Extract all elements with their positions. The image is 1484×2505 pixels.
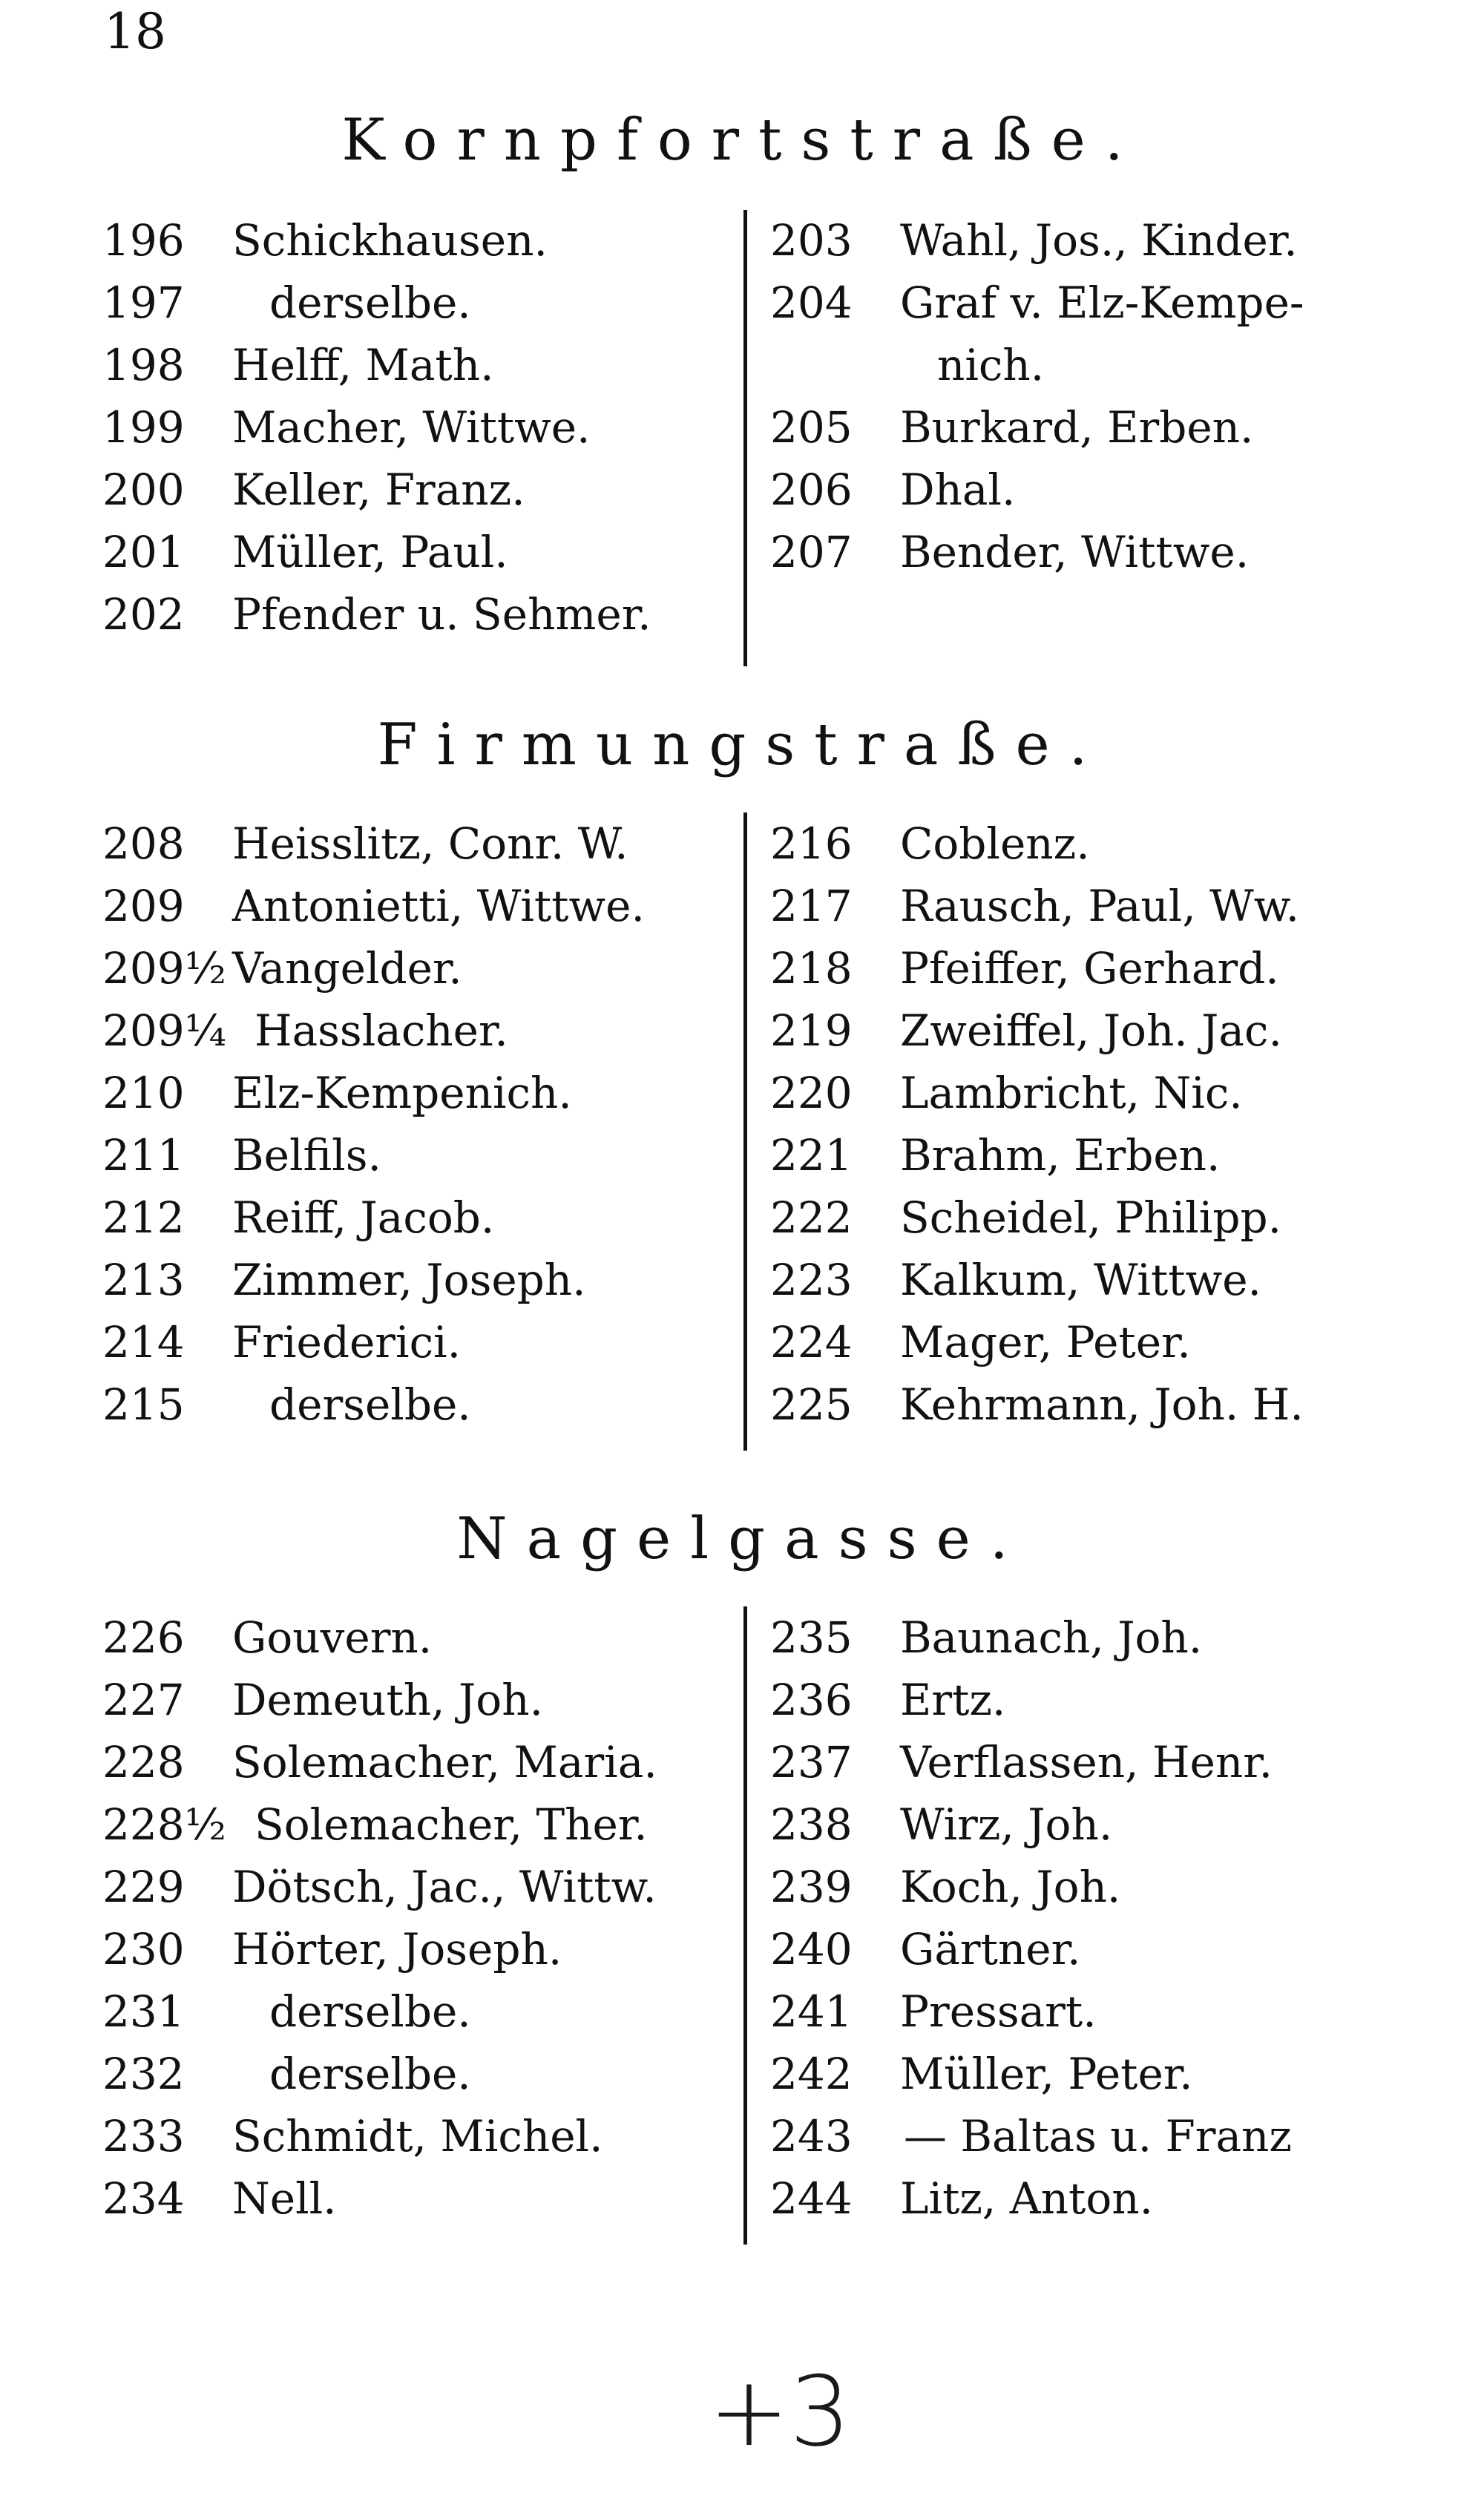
resident-name: Solemacher, Maria. [232,1737,657,1787]
house-number: 209 [102,881,185,931]
resident-name: Hörter, Joseph. [232,1924,562,1974]
house-number: 214 [102,1317,185,1368]
list-item [770,1606,1423,1669]
list-item [102,1124,726,1186]
house-number: 232 [102,2049,185,2099]
list-item [770,999,1423,1062]
handwritten-note: +3 [709,2355,851,2468]
house-number: 197 [102,278,185,328]
list-item [770,396,1423,459]
resident-name: Scheidel, Philipp. [900,1192,1282,1243]
entry-list-right [770,812,1423,1436]
resident-name: Keller, Franz. [232,464,525,515]
list-item [102,272,726,334]
entry-list-left [102,812,726,1436]
list-item [770,1373,1423,1436]
house-number: 225 [770,1379,853,1430]
list-item [102,812,726,875]
list-item [102,1918,726,1980]
list-item [770,1062,1423,1124]
resident-name: Schmidt, Michel. [232,2111,603,2161]
house-number: 209¼ [102,1005,226,1056]
house-number: 218 [770,943,853,994]
list-item [102,1793,726,1856]
column-divider [743,210,747,666]
resident-name: Litz, Anton. [900,2173,1154,2224]
resident-name: Vangelder. [232,943,462,994]
list-item [102,1856,726,1918]
resident-name: Mager, Peter. [900,1317,1191,1368]
list-item [770,1186,1423,1249]
list-item [770,2105,1423,2167]
list-item [102,209,726,272]
house-number: 215 [102,1379,185,1430]
resident-name: Dötsch, Jac., Wittw. [232,1862,657,1912]
house-number: 206 [770,464,853,515]
page-number: 18 [104,3,166,60]
list-item [102,937,726,999]
list-item [770,272,1423,334]
house-number: 213 [102,1255,185,1305]
list-item [102,1186,726,1249]
list-item [102,396,726,459]
resident-name: Rausch, Paul, Ww. [900,881,1300,931]
list-item [770,1856,1423,1918]
house-number: 227 [102,1675,185,1725]
resident-name: derselbe. [269,278,471,328]
house-number: 224 [770,1317,853,1368]
house-number: 221 [770,1130,853,1181]
list-item [102,1606,726,1669]
list-item [770,1124,1423,1186]
list-item [770,1249,1423,1311]
list-item [102,1373,726,1436]
house-number: 237 [770,1737,853,1787]
column-divider [743,812,747,1451]
house-number: 199 [102,402,185,453]
resident-name: Verflassen, Henr. [900,1737,1273,1787]
resident-name: Pfeiffer, Gerhard. [900,943,1279,994]
list-item [102,1669,726,1731]
entry-list-right [770,1606,1423,2230]
resident-name: Zweiffel, Joh. Jac. [900,1005,1282,1056]
house-number: 210 [102,1068,185,1118]
resident-name: Brahm, Erben. [900,1130,1221,1181]
resident-name: Coblenz. [900,818,1090,869]
list-item [770,209,1423,272]
house-number: 204 [770,278,853,328]
house-number: 226 [102,1612,185,1663]
house-number: 220 [770,1068,853,1118]
resident-name: Burkard, Erben. [900,402,1254,453]
resident-name: Hasslacher. [255,1005,508,1056]
resident-name: Gärtner. [900,1924,1081,1974]
list-item [102,1249,726,1311]
section-title: Firmungstraße. [377,712,1107,778]
list-item [770,459,1423,521]
resident-name: Graf v. Elz-Kempe- [900,278,1304,328]
house-number: 198 [102,340,185,390]
resident-name: Wahl, Jos., Kinder. [900,215,1298,266]
list-item [102,1731,726,1793]
house-number: 233 [102,2111,185,2161]
house-number: 230 [102,1924,185,1974]
list-item [770,812,1423,875]
house-number: 231 [102,1986,185,2037]
resident-name: Gouvern. [232,1612,433,1663]
resident-name: derselbe. [269,1379,471,1430]
list-item [770,1669,1423,1731]
house-number: 219 [770,1005,853,1056]
resident-name: Baunach, Joh. [900,1612,1203,1663]
house-number: 239 [770,1862,853,1912]
resident-name: Pressart. [900,1986,1097,2037]
resident-name: Koch, Joh. [900,1862,1121,1912]
list-item [102,334,726,396]
resident-name: Müller, Paul. [232,527,508,577]
resident-name: derselbe. [269,2049,471,2099]
list-item [770,2043,1423,2105]
list-item [770,521,1423,583]
list-item [102,2105,726,2167]
house-number: 244 [770,2173,853,2224]
list-item [102,1311,726,1373]
resident-name: Elz-Kempenich. [232,1068,572,1118]
house-number: 208 [102,818,185,869]
list-item [770,1793,1423,1856]
resident-name: Heisslitz, Conr. W. [232,818,628,869]
list-item [102,583,726,646]
house-number: 242 [770,2049,853,2099]
resident-name: Friederici. [232,1317,462,1368]
list-item [770,1731,1423,1793]
resident-name: Ertz. [900,1675,1006,1725]
list-item [102,459,726,521]
resident-name: — Baltas u. Franz [904,2111,1292,2161]
resident-name: Bender, Wittwe. [900,527,1250,577]
entry-list-left [102,1606,726,2230]
list-item [770,875,1423,937]
resident-name: Zimmer, Joseph. [232,1255,586,1305]
list-item [770,2167,1423,2230]
resident-name: Antonietti, Wittwe. [232,881,645,931]
list-item [102,2043,726,2105]
resident-name: Demeuth, Joh. [232,1675,543,1725]
resident-name: Schickhausen. [232,215,548,266]
list-item [102,2167,726,2230]
house-number: 207 [770,527,853,577]
list-item [770,334,1423,396]
house-number: 200 [102,464,185,515]
resident-name: Wirz, Joh. [900,1799,1113,1850]
house-number: 228½ [102,1799,226,1850]
house-number: 202 [102,589,185,640]
resident-name: Kalkum, Wittwe. [900,1255,1261,1305]
house-number: 211 [102,1130,185,1181]
resident-name: Müller, Peter. [900,2049,1193,2099]
resident-name: Nell. [232,2173,337,2224]
resident-name: nich. [937,340,1045,390]
entry-list-right [770,209,1423,583]
list-item [102,999,726,1062]
list-item [770,1980,1423,2043]
house-number: 236 [770,1675,853,1725]
house-number: 238 [770,1799,853,1850]
resident-name: Lambricht, Nic. [900,1068,1243,1118]
house-number: 196 [102,215,185,266]
list-item [770,1311,1423,1373]
resident-name: Kehrmann, Joh. H. [900,1379,1304,1430]
list-item [102,1062,726,1124]
entry-list-left [102,209,726,646]
list-item [102,875,726,937]
resident-name: Dhal. [900,464,1016,515]
house-number: 201 [102,527,185,577]
list-item [770,937,1423,999]
house-number: 205 [770,402,853,453]
house-number: 203 [770,215,853,266]
resident-name: Macher, Wittwe. [232,402,591,453]
resident-name: Pfender u. Sehmer. [232,589,651,640]
list-item [102,521,726,583]
house-number: 222 [770,1192,853,1243]
resident-name: Helff, Math. [232,340,494,390]
section-title: Kornpfortstraße. [341,107,1143,174]
house-number: 229 [102,1862,185,1912]
house-number: 235 [770,1612,853,1663]
house-number: 234 [102,2173,185,2224]
house-number: 243 [770,2111,853,2161]
house-number: 216 [770,818,853,869]
house-number: 223 [770,1255,853,1305]
column-divider [743,1606,747,2245]
house-number: 209½ [102,943,226,994]
house-number: 217 [770,881,853,931]
list-item [770,1918,1423,1980]
resident-name: derselbe. [269,1986,471,2037]
house-number: 241 [770,1986,853,2037]
resident-name: Solemacher, Ther. [255,1799,648,1850]
house-number: 212 [102,1192,185,1243]
section-title: Nagelgasse. [456,1506,1028,1572]
list-item [102,1980,726,2043]
house-number: 228 [102,1737,185,1787]
resident-name: Reiff, Jacob. [232,1192,495,1243]
resident-name: Belfils. [232,1130,381,1181]
house-number: 240 [770,1924,853,1974]
